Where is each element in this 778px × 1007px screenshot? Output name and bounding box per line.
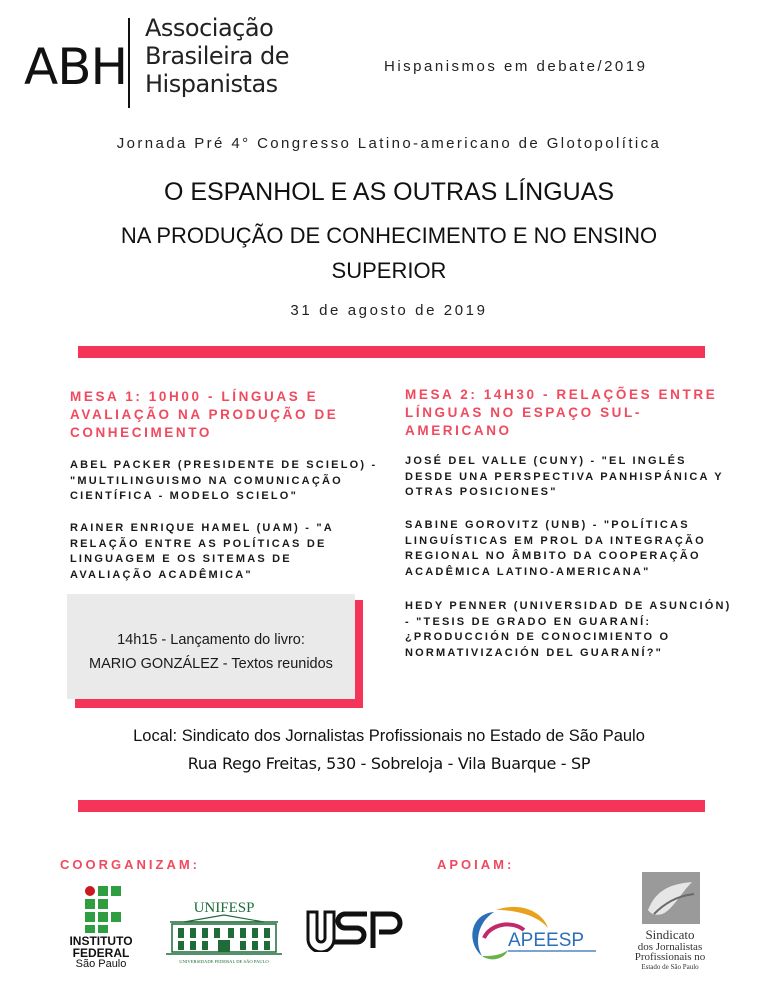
event-date: 31 de agosto de 2019 — [290, 302, 488, 319]
logo-name-line1: Associação — [145, 14, 274, 42]
venue-name: Local: Sindicato dos Jornalistas Profissionais no Estado de São Paulo — [133, 727, 645, 745]
event-title-line3: SUPERIOR — [331, 258, 447, 283]
logo-name-line2: Brasileira de — [145, 42, 290, 70]
unifesp-logo-text: UNIFESP — [193, 900, 255, 916]
mesa1-talk1: ABEL PACKER (PRESIDENTE DE SCIELO) - "MULTILINGUISMO NA COMUNICAÇÃO CIENTÍFICA - MODELO SCIELO" — [70, 459, 378, 502]
divider-bar-bottom — [78, 800, 705, 812]
mesa2-talk3: HEDY PENNER (UNIVERSIDAD DE ASUNCIÓN) - "TESIS DE GRADO EN GUARANÍ: ¿PRODUCCIÓN DE CONOCIMIENTO O NORMATIVIZACIÓN DEL GUARANÍ?" — [405, 600, 732, 659]
event-title-line1: O ESPANHOL E AS OUTRAS LÍNGUAS — [163, 178, 615, 206]
sindicato-name — [630, 928, 710, 972]
launch-line1: 14h15 - Lançamento do livro: — [117, 632, 305, 648]
mesa2-heading: MESA 2: 14H30 - RELAÇÕES ENTRE LÍNGUAS NO ESPAÇO SUL-AMERICANO — [405, 387, 718, 438]
ifsp-name — [56, 935, 146, 959]
abh-logo-name — [145, 14, 289, 98]
mesa1-heading: MESA 1: 10H00 - LÍNGUAS E AVALIAÇÃO NA PRODUÇÃO DE CONHECIMENTO — [70, 389, 339, 440]
event-subtitle: Jornada Pré 4° Congresso Latino-americano de Glotopolítica — [116, 135, 662, 152]
mesa1-talk2: RAINER ENRIQUE HAMEL (UAM) - "A RELAÇÃO ENTRE AS POLÍTICAS DE LINGUAGEM E OS SITEMAS DE AVALIAÇÃO ACADÊMICA" — [70, 522, 334, 581]
sindi-line1: Sindicato — [645, 927, 695, 942]
mesa2-talk1: JOSÉ DEL VALLE (CUNY) - "EL INGLÉS DESDE UNA PERSPECTIVA PANHISPÁNICA Y OTRAS POSICIONES" — [405, 455, 724, 498]
sindi-line3: Profissionais no — [634, 951, 706, 963]
ifsp-line1: INSTITUTO — [69, 934, 133, 948]
coorganizers-label: COORGANIZAM: — [60, 857, 200, 872]
sindi-line4: Estado de São Paulo — [641, 963, 699, 971]
unifesp-subtitle: UNIVERSIDADE FEDERAL DE SÃO PAULO — [179, 959, 269, 964]
series-title: Hispanismos em debate/2019 — [384, 58, 648, 75]
ifsp-line3: São Paulo — [75, 958, 127, 970]
unifesp-logo-icon — [162, 898, 286, 978]
ifsp-line2: FEDERAL — [72, 946, 130, 960]
supporters-label: APOIAM: — [437, 857, 515, 872]
launch-line2: MARIO GONZÁLEZ - Textos reunidos — [89, 656, 333, 672]
logo-name-line3: Hispanistas — [145, 70, 278, 98]
apeesp-logo-icon — [460, 898, 600, 968]
event-title-rest — [0, 218, 778, 288]
apeesp-logo-text: APEESP — [508, 930, 585, 951]
mesa2-talk2: SABINE GOROVITZ (UNB) - "POLÍTICAS LINGUÍSTICAS EM PROL DA INTEGRAÇÃO REGIONAL NO ÂMBITO DA COOPERAÇÃO ACADÊMICA LATINO-AMERICANA" — [405, 519, 706, 578]
book-launch-box — [67, 594, 355, 699]
divider-bar-top — [78, 346, 705, 358]
usp-logo-icon — [305, 908, 405, 952]
event-title-line2: NA PRODUÇÃO DE CONHECIMENTO E NO ENSINO — [120, 223, 658, 248]
venue-address: Rua Rego Freitas, 530 - Sobreloja - Vila Buarque - SP — [187, 754, 591, 773]
sindi-line2: dos Jornalistas — [637, 941, 703, 953]
logo-divider — [128, 18, 130, 108]
abh-logo-abbr: ABH — [24, 38, 128, 96]
